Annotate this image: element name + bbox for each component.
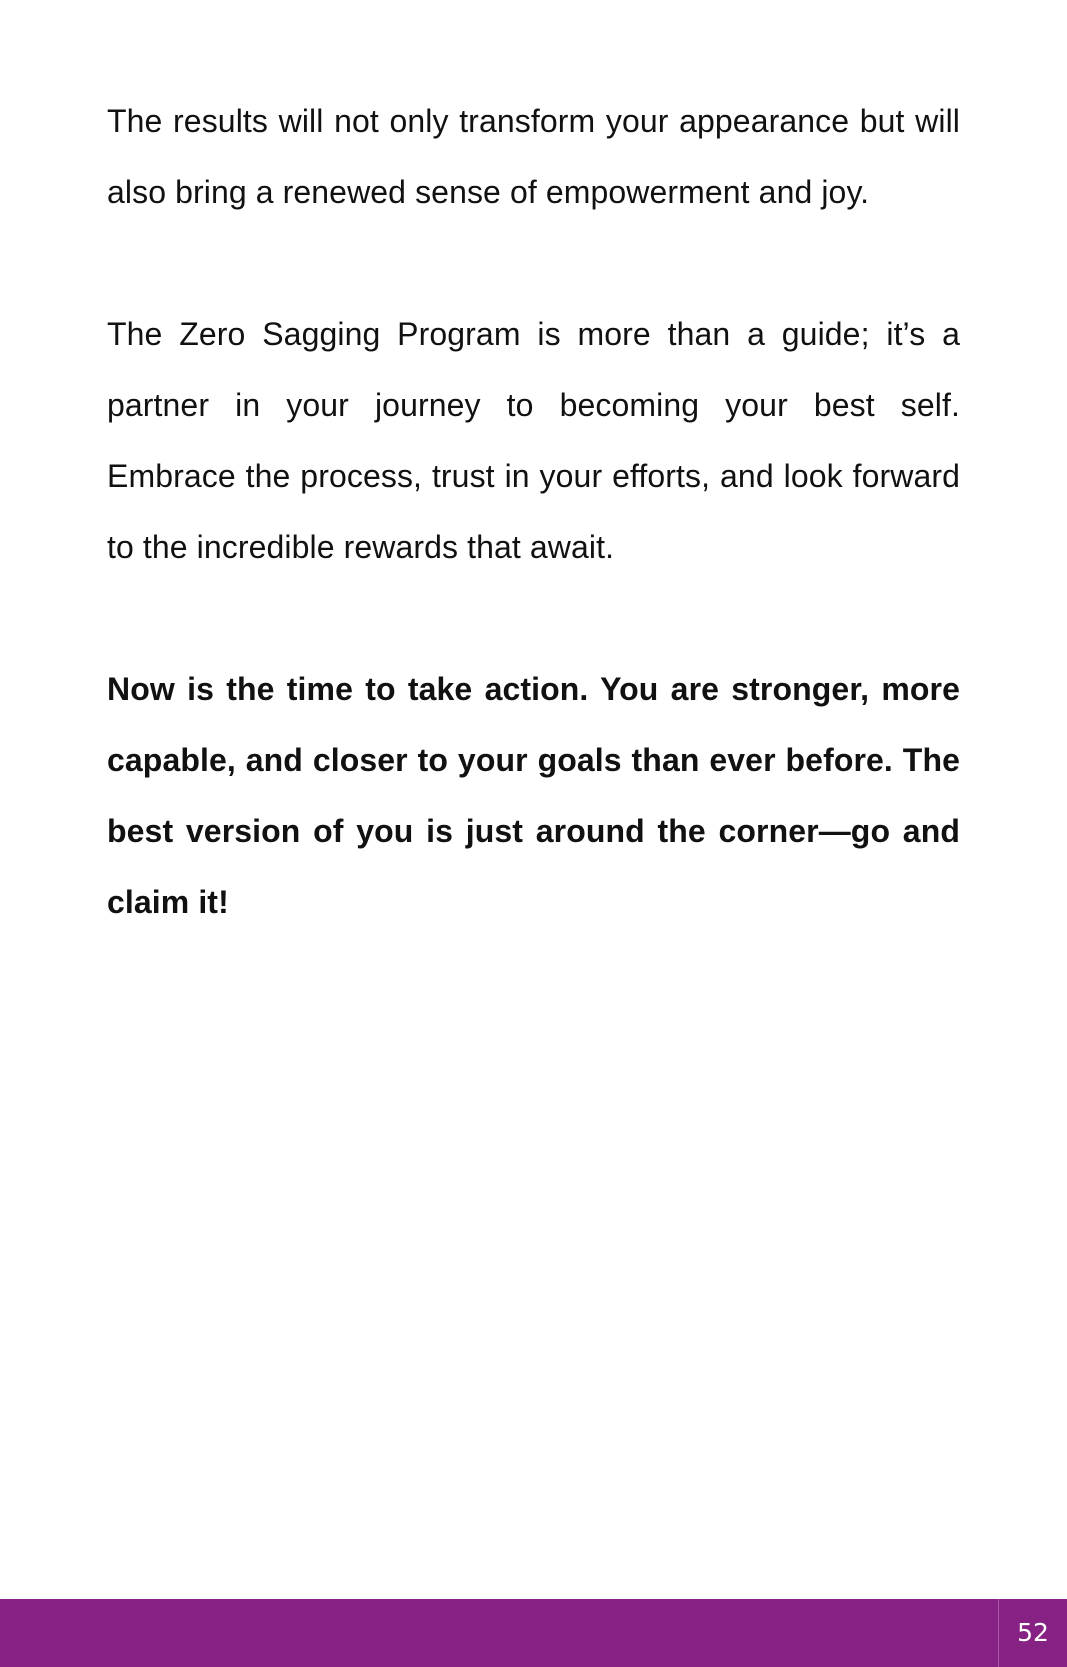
- page-body: [107, 86, 960, 938]
- paragraph-program: The Zero Sagging Program is more than a guide; it’s a partner in your journey to becoming your best self. Embrace the process, trust in your efforts, and look forward to the incredible rewards that await.: [107, 316, 960, 565]
- page-footer: [0, 1599, 1067, 1667]
- paragraph-results: The results will not only transform your appearance but will also bring a renewed sense of empowerment and joy.: [107, 103, 960, 210]
- paragraph-call-to-action: Now is the time to take action. You are stronger, more capable, and closer to your goals than ever before. The best version of you is just around the corner—go and claim it!: [107, 671, 960, 920]
- page-number: 52: [1017, 1618, 1049, 1647]
